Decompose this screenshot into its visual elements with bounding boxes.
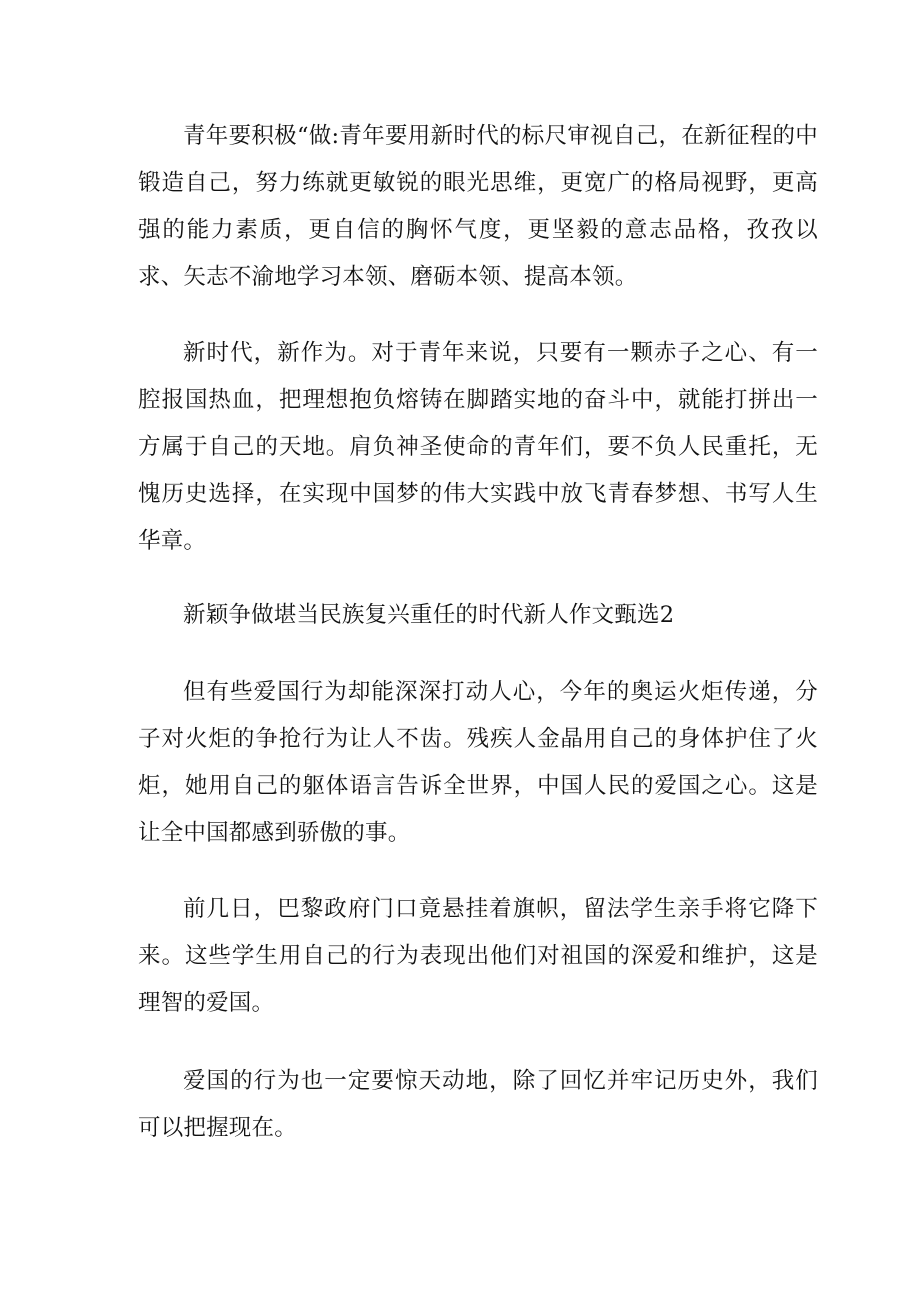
paragraph-youth-self-improvement: 青年要积极“做:青年要用新时代的标尺审视自己，在新征程的中锻造自己，努力练就更敏锐的眼光思维，更宽广的格局视野，更高强的能力素质，更自信的胸怀气度，更坚毅的意志品格，孜孜以求、矢志不渝地学习本领、磨砺本领、提高本领。 bbox=[138, 123, 818, 290]
paragraph-new-era-new-actions: 新时代，新作为。对于青年来说，只要有一颗赤子之心、有一腔报国热血，把理想抱负熔铸在脚踏实地的奋斗中，就能打拼出一方属于自己的天地。肩负神圣使命的青年们，要不负人民重托，无愧历史选择，在实现中国梦的伟大实践中放飞青春梦想、书写人生华章。 bbox=[138, 340, 818, 554]
essay-title-2: 新颖争做堪当民族复兴重任的时代新人作文甄选2 bbox=[183, 602, 675, 628]
paragraph-paris-students: 前几日，巴黎政府门口竟悬挂着旗帜，留法学生亲手将它降下来。这些学生用自己的行为表现出他们对祖国的深爱和维护，这是理智的爱国。 bbox=[138, 896, 818, 1016]
paragraph-patriotic-actions: 爱国的行为也一定要惊天动地，除了回忆并牢记历史外，我们可以把握现在。 bbox=[138, 1068, 818, 1141]
paragraph-olympic-torch: 但有些爱国行为却能深深打动人心，今年的奥运火炬传递，分子对火炬的争抢行为让人不齿。残疾人金晶用自己的身体护住了火炬，她用自己的躯体语言告诉全世界，中国人民的爱国之心。这是让全中国都感到骄傲的事。 bbox=[138, 679, 818, 846]
